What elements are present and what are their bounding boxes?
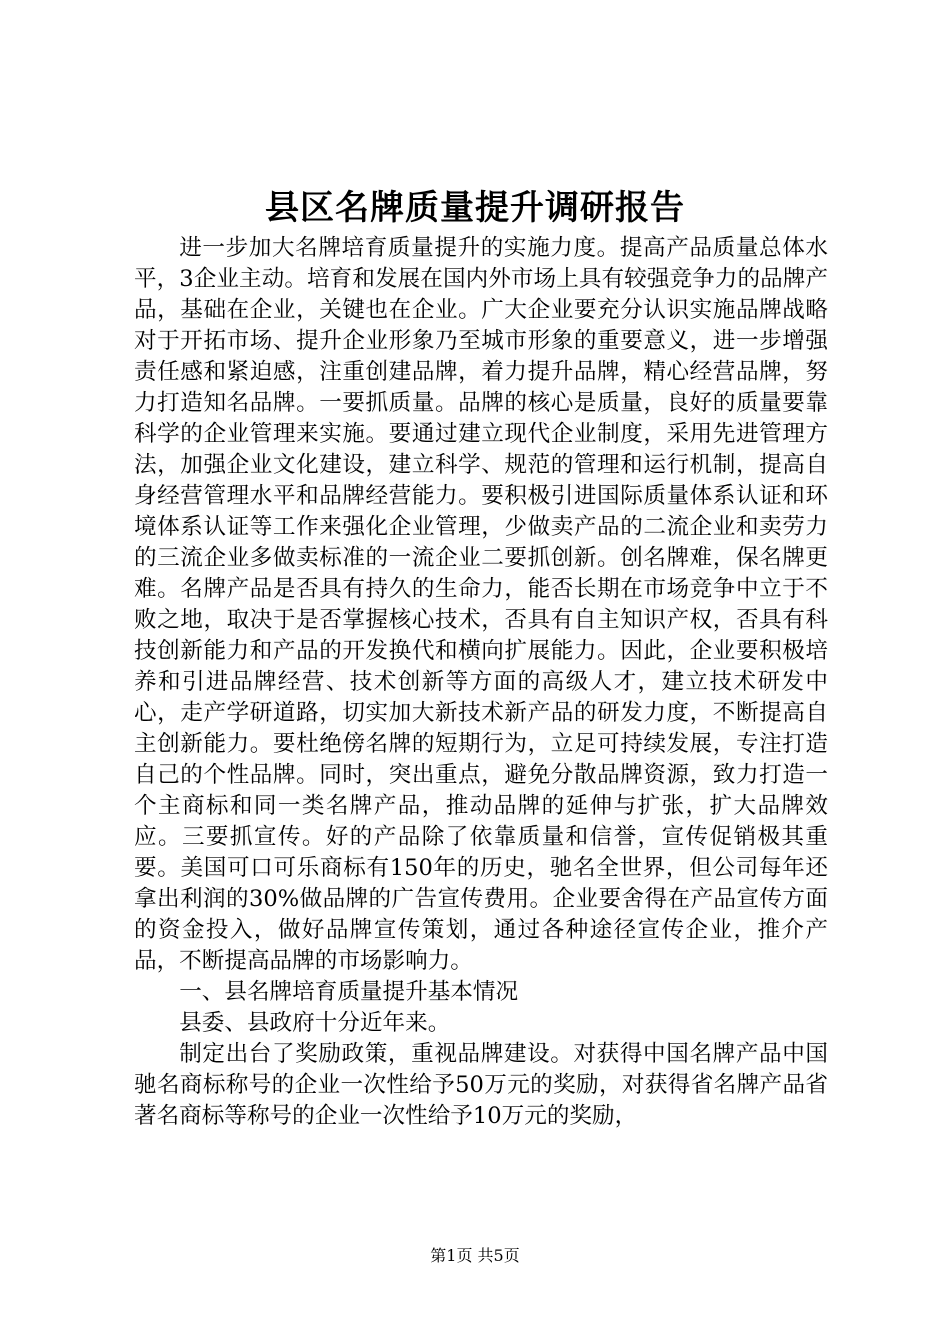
paragraph: 县委、县政府十分近年来。	[179, 1010, 451, 1036]
page-footer: 第1页 共5页	[430, 1246, 520, 1265]
document-body	[134, 233, 828, 1132]
document-title: 县区名牌质量提升调研报告	[265, 188, 685, 228]
paragraph: 制定出台了奖励政策，重视品牌建设。对获得中国名牌产品中国驰名商标称号的企业一次性给予50万元的奖励，对获得省名牌产品省著名商标等称号的企业一次性给予10万元的奖励，	[134, 1041, 828, 1129]
section-heading: 一、县名牌培育质量提升基本情况	[179, 979, 519, 1005]
paragraph: 进一步加大名牌培育质量提升的实施力度。提高产品质量总体水平，3企业主动。培育和发展在国内外市场上具有较强竞争力的品牌产品，基础在企业，关键也在企业。广大企业要充分认识实施品牌战略对于开拓市场、提升企业形象乃至城市形象的重要意义，进一步增强责任感和紧迫感，注重创建品牌，着力提升品牌，精心经营品牌，努力打造知名品牌。一要抓质量。品牌的核心是质量，良好的质量要靠科学的企业管理来实施。要通过建立现代企业制度，采用先进管理方法，加强企业文化建设，建立科学、规范的管理和运行机制，提高自身经营管理水平和品牌经营能力。要积极引进国际质量体系认证和环境体系认证等工作来强化企业管理，少做卖产品的二流企业和卖劳力的三流企业多做卖标准的一流企业二要抓创新。创名牌难，保名牌更难。名牌产品是否具有持久的生命力，能否长期在市场竞争中立于不败之地，取决于是否掌握核心技术，否具有自主知识产权，否具有科技创新能力和产品的开发换代和横向扩展能力。因此，企业要积极培养和引进品牌经营、技术创新等方面的高级人才，建立技术研发中心，走产学研道路，切实加大新技术新产品的研发力度，不断提高自主创新能力。要杜绝傍名牌的短期行为，立足可持续发展，专注打造自己的个性品牌。同时，突出重点，避免分散品牌资源，致力打造一个主商标和同一类名牌产品，推动品牌的延伸与扩张，扩大品牌效应。三要抓宣传。好的产品除了依靠质量和信誉，宣传促销极其重要。美国可口可乐商标有150年的历史，驰名全世界，但公司每年还拿出利润的30%做品牌的广告宣传费用。企业要舍得在产品宣传方面的资金投入，做好品牌宣传策划，通过各种途径宣传企业，推介产品，不断提高品牌的市场影响力。	[134, 235, 828, 974]
